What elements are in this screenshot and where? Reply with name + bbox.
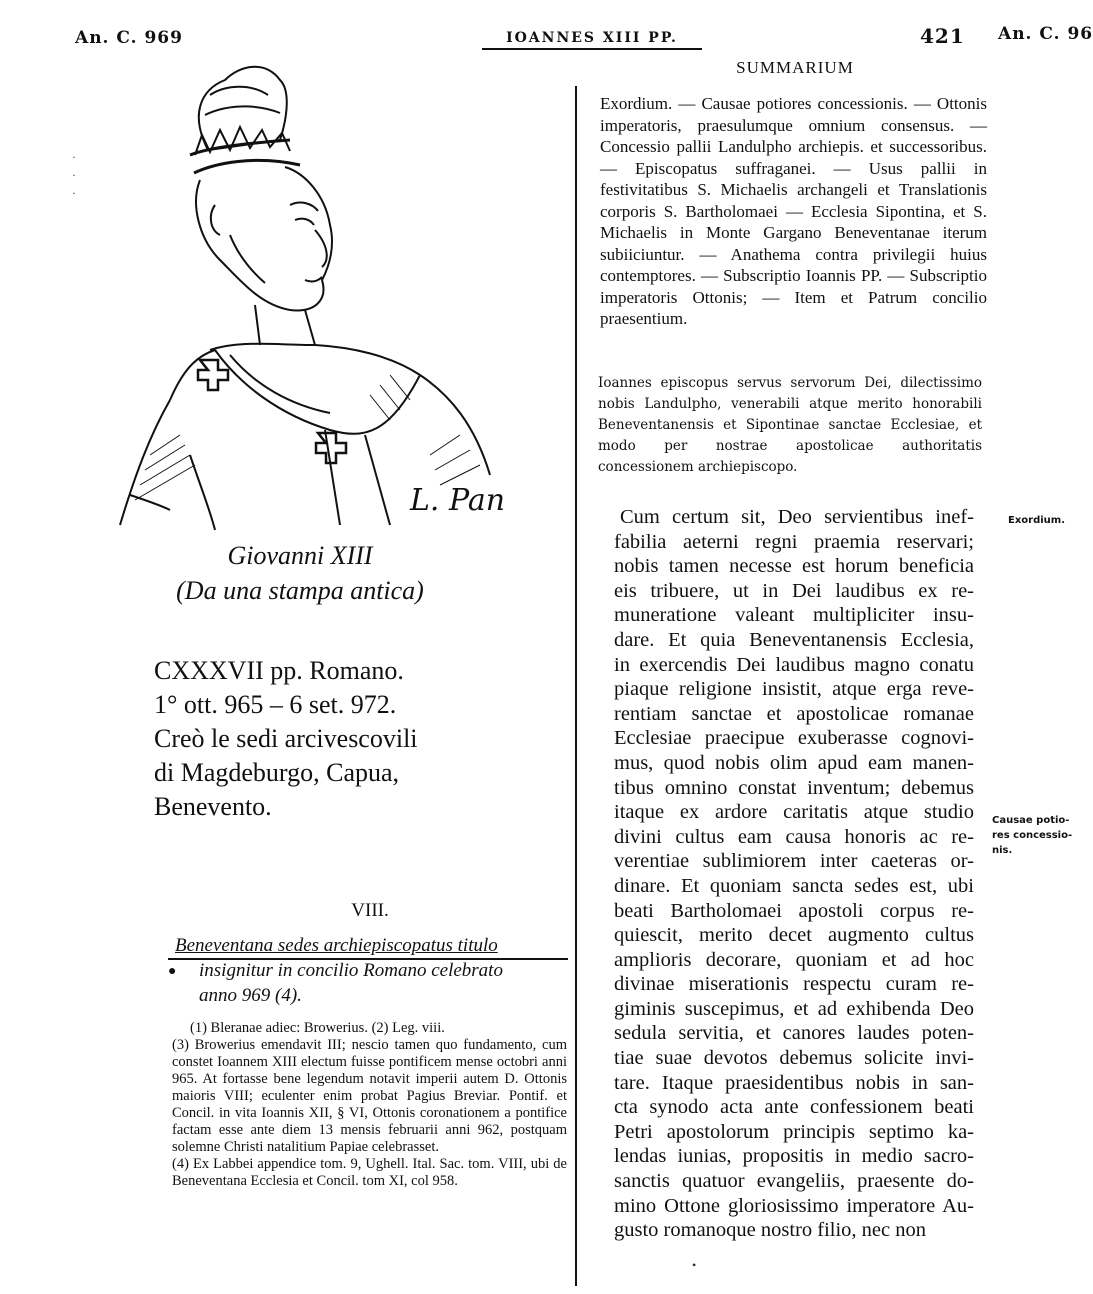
body-line: giminis suscepimus, et ad exhibenda Deo — [614, 997, 974, 1020]
page-number: 421 — [920, 24, 965, 48]
body-line: lendas iunias, propositis in medio sacro- — [614, 1145, 974, 1168]
body-line: Cum certum sit, Deo servientibus inef- — [620, 506, 974, 528]
section-number: VIII. — [351, 900, 389, 921]
margin-note-exordium: Exordium. — [1008, 515, 1066, 526]
body-line: sanctis quatuor evangeliis, praesente do- — [614, 1170, 974, 1193]
margin-note-line: Causae potio- — [992, 815, 1070, 826]
document-title-line: Beneventana sedes archiepiscopatus titulo — [175, 935, 498, 956]
title-rule — [168, 958, 568, 960]
body-line: cta synodo acta ante confessionem beati — [614, 1096, 974, 1119]
body-line: beati Bartholomaei apostoli corpus re- — [614, 899, 974, 922]
running-header-year-right: An. C. 96 — [998, 24, 1093, 44]
body-line: gusto romanoque nostro filio, nec non — [614, 1219, 927, 1242]
document-title — [175, 933, 570, 1008]
margin-note-causae — [992, 813, 1082, 858]
body-line: tibus omnino constat inventum; debemus — [614, 776, 974, 799]
portrait-caption-name: Giovanni XIII — [227, 541, 373, 570]
body-line: fabilia aeterni regni praemia reservari; — [614, 530, 974, 553]
body-line: muneratione valeant multipliciter insu- — [614, 604, 974, 627]
body-line: verentiae sublimiorem inter caeteras or- — [614, 850, 974, 873]
body-line: nobis tamen necesse est horum beneficia — [614, 555, 974, 578]
bullet-mark: ● — [168, 964, 177, 979]
pope-info-line: 1° ott. 965 – 6 set. 972. — [154, 690, 397, 719]
document-title-line: anno 969 (4). — [199, 985, 302, 1006]
margin-note-line: res concessio- — [992, 830, 1073, 841]
scan-speck: · — [72, 186, 76, 200]
artist-signature: L. Pan — [410, 483, 506, 518]
summarium-paragraph: Exordium. — Causae potiores concessionis. — Ottonis imperatoris, praesulumque omnium consensus. — Concessio pallii Landulpho archiepis. et successoribus. — Episcopatus suffraganei. — Usus pallii in festivitatibus S. Michaelis archangeli et Translationis corporis S. Bartholomaei — Ecclesia Sipontina, et S. Michaelis in Monte Gargano Beneventanae iterum subiiciuntur. — Anathema contra privilegii huius contemptores. — Subscriptio Ioannis PP. — Subscriptio imperatoris Ottonis; — Item et Patrum concilio praesentium. — [600, 94, 987, 328]
footnote: (1) Bleranae adiec: Browerius. (2) Leg. viii. — [190, 1020, 445, 1036]
body-line: amplioris decorare, quoniam et ad hoc — [614, 948, 974, 971]
running-header-title: IOANNES XIII PP. — [482, 30, 702, 50]
body-line: dare. Et quia Beneventanensis Ecclesia, — [614, 628, 974, 651]
pope-info-line: CXXXVII pp. Romano. — [154, 656, 404, 685]
body-line: in exercendis Dei laudibus magno conatu — [614, 653, 974, 676]
summarium-heading: SUMMARIUM — [736, 58, 854, 77]
body-line: Ecclesiae praecipue exuberasse cognovi- — [614, 727, 974, 750]
body-line: dinare. Et quoniam sancta sedes est, ubi — [614, 874, 974, 897]
pope-portrait-engraving — [90, 55, 520, 535]
running-header-year-left: An. C. 969 — [75, 28, 183, 48]
scan-speck: · — [72, 150, 76, 164]
body-line: itaque ex ardore caritatis atque studio — [614, 801, 974, 824]
portrait-caption-source: (Da una stampa antica) — [176, 576, 424, 605]
body-line: piaque religione insistit, atque erga reve- — [614, 678, 974, 701]
body-line: tare. Itaque praesidentibus nobis in san- — [614, 1071, 974, 1094]
body-line: mus, quod nobis olim apud eam manen- — [614, 751, 974, 774]
body-line: quiescit, merito decet augmento cultus — [614, 924, 974, 947]
summarium-text — [600, 93, 987, 330]
column-divider — [575, 86, 577, 1286]
body-line: mino Ottone gloriosissimo imperatore Au- — [614, 1194, 974, 1217]
body-line: rentiam sanctae et apostolicae romanae — [614, 702, 974, 725]
body-text — [614, 505, 974, 1243]
scan-speck: · — [72, 168, 76, 182]
footnote: (3) Browerius emendavit III; nescio tamen quo fundamento, cum constet Ioannem XIII electum fuisse pontificem mense octobri anni 965. At fortasse bene legendum notavit imperii autem D. Ottonis maioris VIII; eculenter enim probat Pagius Breviar. Pontif. et Concil. in vita Ioannis XII, § VI, Ottonis coronationem a pontifice factam esse ante diem 13 mensis februarii anni 962, postquam solemne Christi natalitium Papiae celebrasset. — [172, 1037, 567, 1155]
pope-info-block — [154, 654, 514, 824]
body-line: divinae miserationis respectu curam re- — [614, 973, 974, 996]
footnote: (4) Ex Labbei appendice tom. 9, Ughell. Ital. Sac. tom. VIII, ubi de Beneventana Ecclesia et Concil. tom XI, col 958. — [172, 1156, 567, 1189]
pope-info-line: Creò le sedi arcivescovili — [154, 724, 418, 753]
inscriptio: Ioannes episcopus servus servorum Dei, dilectissimo nobis Landulpho, venerabili atque merito honorabili Beneventanensis et Sipontinae sanctae Ecclesiae, et modo per nostrae apostolicae authoritatis concessionem archiepiscopo. — [598, 375, 982, 475]
margin-note-line: nis. — [992, 845, 1013, 856]
footnotes — [172, 1020, 567, 1190]
document-title-line: insignitur in concilio Romano celebrato — [199, 960, 503, 981]
body-line: sedula servitia, et canores laudes poten- — [614, 1022, 974, 1045]
body-line: tiae suae devotos debemus solicite invi- — [614, 1047, 974, 1070]
pope-info-line: di Magdeburgo, Capua, — [154, 758, 400, 787]
scan-speck: • — [692, 1258, 697, 1272]
body-line: divini cultus eam causa honoris ac re- — [614, 825, 974, 848]
body-line: Petri apostolorum principis septimo ka- — [614, 1120, 974, 1143]
pope-info-line: Benevento. — [154, 792, 272, 821]
body-line: eis tribuere, ut in Dei laudibus ex re- — [614, 579, 974, 602]
